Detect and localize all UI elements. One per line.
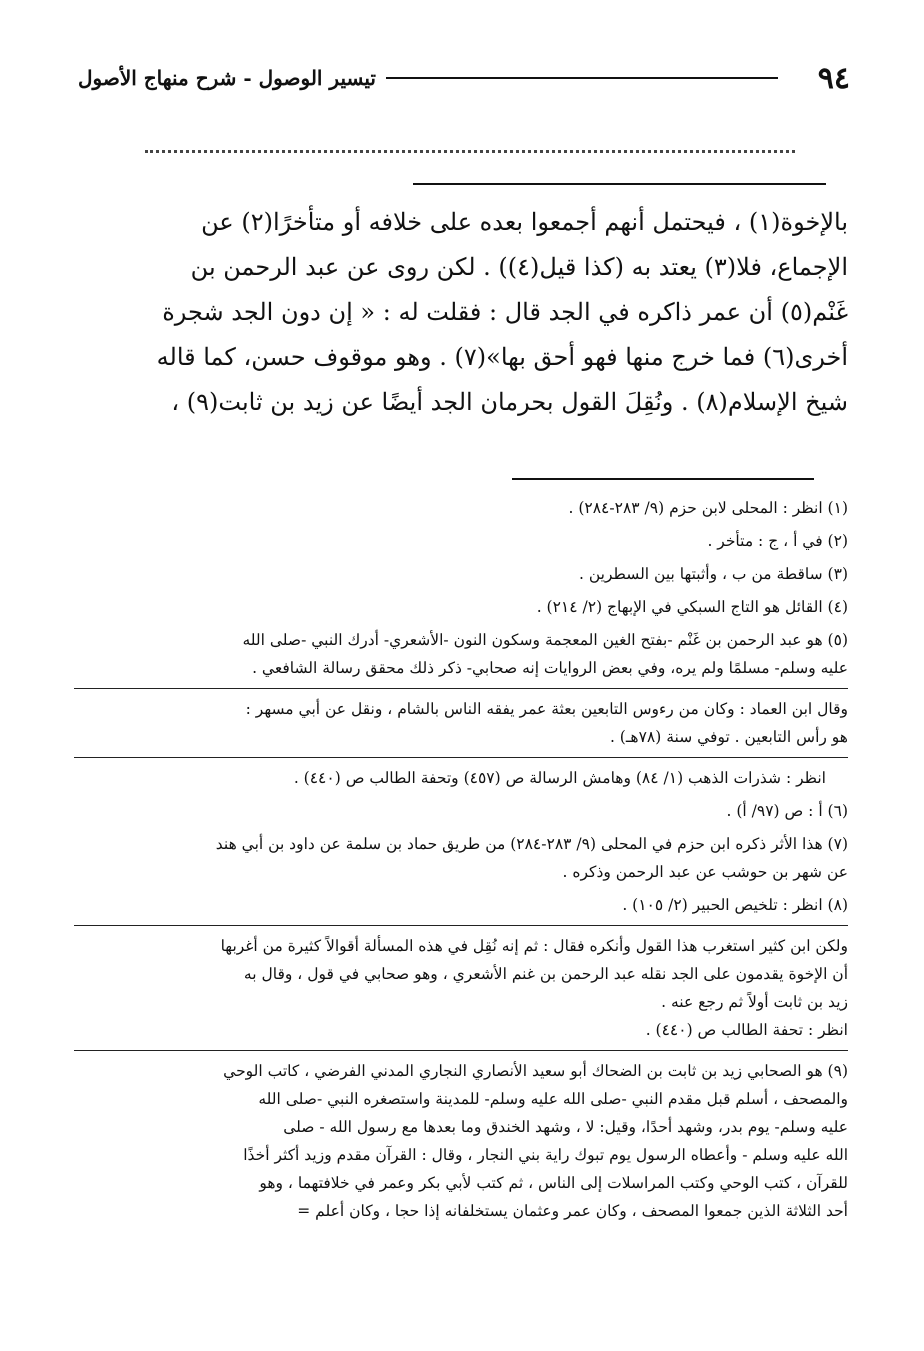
footnote-1: (١) انظر : المحلى لابن حزم (٩/ ٢٨٣-٢٨٤) . <box>568 499 848 517</box>
book-title: تيسير الوصول - شرح منهاج الأصول <box>78 66 376 90</box>
footnote-2: (٢) في أ ، ج : متأخر . <box>707 532 848 550</box>
footnote-line: زيد بن ثابت أولاً ثم رجع عنه . <box>661 993 848 1011</box>
page-number: ٩٤ <box>817 60 850 96</box>
footnote-4: (٤) القائل هو التاج السبكي في الإبهاج (٢/ ٢١٤) . <box>536 598 848 616</box>
main-text-line: الإجماع، فلا(٣) يعتد به (كذا قيل(٤)) . لكن روى عن عبد الرحمن بن <box>190 253 848 281</box>
footnote-divider <box>74 688 848 689</box>
footnote-line: للقرآن ، كتب الوحي وكتب المراسلات إلى الناس ، ثم كتب لأبي بكر وعمر في خلافتهما ، وهو <box>259 1174 848 1192</box>
footnote-6: (٦) أ : ص (٩٧/ أ) . <box>726 802 848 820</box>
footnote-line: هو رأس التابعين . توفي سنة (٧٨هـ) . <box>609 728 848 746</box>
footnote-line: (٨) انظر : تلخيص الحبير (٢/ ١٠٥) . <box>622 896 848 914</box>
footnote-divider <box>74 1050 848 1051</box>
footnotes <box>74 494 848 1230</box>
footnote-9 <box>74 1057 848 1225</box>
footnote-line: أن الإخوة يقدمون على الجد نقله عبد الرحمن بن غنم الأشعري ، وهو صحابي في قول ، وقال به <box>243 965 848 983</box>
footnote-8 <box>74 891 848 1051</box>
footnote-line: أحد الثلاثة الذين جمعوا المصحف ، وكان عمر وعثمان يستخلفانه إذا حجا ، وكان أعلم = <box>297 1202 848 1220</box>
main-text-line: بالإخوة(١) ، فيحتمل أنهم أجمعوا بعده على خلافه أو متأخرًا(٢) عن <box>201 208 848 236</box>
main-text-line: أخرى(٦) فما خرج منها فهو أحق بها»(٧) . وهو موقوف حسن، كما قاله <box>156 343 848 371</box>
footnote-line: والمصحف ، أسلم قبل مقدم النبي -صلى الله عليه وسلم- للمدينة واستصغره النبي -صلى الله <box>258 1090 848 1108</box>
main-text-line: شيخ الإسلام(٨) . ونُقِلَ القول بحرمان الجد أيضًا عن زيد بن ثابت(٩) ، <box>171 388 848 416</box>
footnote-line: الله عليه وسلم - وأعطاه الرسول يوم تبوك راية بني النجار ، وقال : القرآن مقدم وزيد أكثر أخذًا <box>243 1146 848 1164</box>
footnote-line: (٥) هو عبد الرحمن بن غَنْم -بفتح الغين المعجمة وسكون النون -الأشعري- أدرك النبي -صلى الله <box>242 631 848 649</box>
footnote-5 <box>74 626 848 792</box>
footnote-line: (٧) هذا الأثر ذكره ابن حزم في المحلى (٩/ ٢٨٣-٢٨٤) من طريق حماد بن سلمة عن داود بن أبي هند <box>215 835 848 853</box>
main-text <box>76 200 848 425</box>
footnote-line: وقال ابن العماد : وكان من رءوس التابعين بعثة عمر يفقه الناس بالشام ، ونقل عن أبي مسهر : <box>245 700 848 718</box>
footnote-line: عن شهر بن حوشب عن عبد الرحمن وذكره . <box>562 863 848 881</box>
footnote-line: انظر : شذرات الذهب (١/ ٨٤) وهامش الرسالة ص (٤٥٧) وتحفة الطالب ص (٤٤٠) . <box>293 769 826 787</box>
footnote-divider <box>74 925 848 926</box>
footnote-line: (٩) هو الصحابي زيد بن ثابت بن الضحاك أبو سعيد الأنصاري النجاري المدني الفرضي ، كاتب الوحي <box>223 1062 848 1080</box>
footnote-divider <box>74 757 848 758</box>
footnote-line: عليه وسلم- مسلمًا ولم يره، وفي بعض الروايات إنه صحابي- ذكر ذلك محقق رسالة الشافعي . <box>252 659 848 677</box>
main-text-line: غَنْم(٥) أن عمر ذاكره في الجد قال : فقلت له : « إن دون الجد شجرة <box>162 298 848 326</box>
footnote-rule <box>512 478 814 480</box>
running-header <box>78 58 850 98</box>
dotted-separator <box>145 150 795 153</box>
header-rule <box>386 77 778 79</box>
footnote-line: ولكن ابن كثير استغرب هذا القول وأنكره فقال : ثم إنه نُقِل في هذه المسألة أقوالاً كثيرة من أغربها <box>220 937 848 955</box>
footnote-line: انظر : تحفة الطالب ص (٤٤٠) . <box>645 1021 848 1039</box>
text-start-rule <box>413 183 826 185</box>
footnote-3: (٣) ساقطة من ب ، وأثبتها بين السطرين . <box>579 565 848 583</box>
footnote-line: عليه وسلم- يوم بدر، وشهد أحدًا، وقيل: لا ، وشهد الخندق وما بعدها مع رسول الله - صلى <box>283 1118 848 1136</box>
footnote-7 <box>74 830 848 886</box>
